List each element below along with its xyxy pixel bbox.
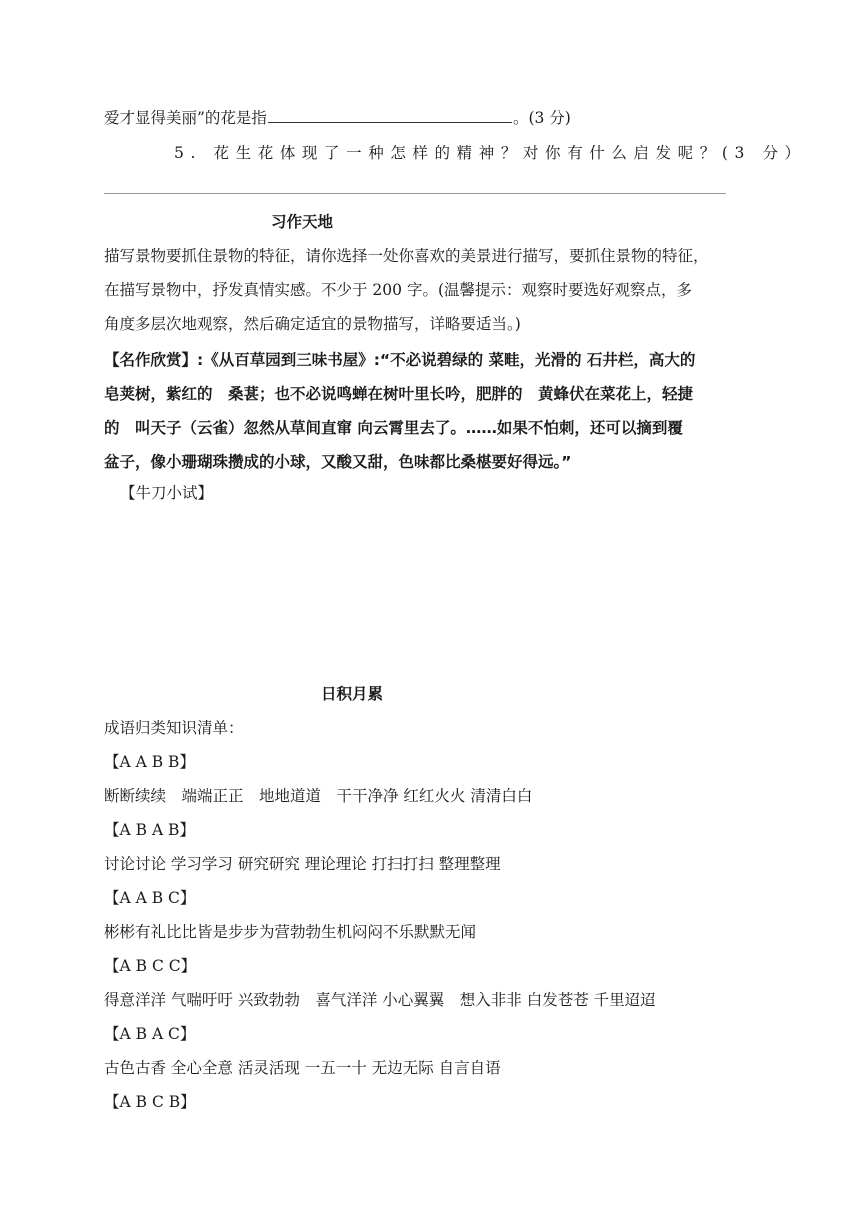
idiom-group-label-abac: 【A B A C】 xyxy=(104,1025,196,1043)
question-5: 5. 花生花体现了一种怎样的精神？对你有什么启发呢？(3 分） xyxy=(174,144,807,162)
idiom-group-items-abcc: 得意洋洋 气喘吁吁 兴致勃勃 喜气洋洋 小心翼翼 想入非非 白发苍苍 千里迢迢 xyxy=(104,991,656,1009)
idiom-group-label-abab: 【A B A B】 xyxy=(104,821,195,839)
trial-heading: 【牛刀小试】 xyxy=(120,484,214,502)
question-4-text: 爱才显得美丽”的花是指 xyxy=(104,109,267,127)
section-divider xyxy=(104,193,726,194)
appreciation-line-4: 盆子，像小珊瑚珠攒成的小球，又酸又甜，色味都比桑椹要好得远。” xyxy=(104,453,572,471)
section-title-writing: 习作天地 xyxy=(271,213,334,231)
writing-prompt-line-2: 在描写景物中，抒发真情实感。不少于 200 字。(温馨提示：观察时要选好观察点，多 xyxy=(104,281,692,299)
idiom-group-label-abcb: 【A B C B】 xyxy=(104,1093,196,1111)
idiom-group-label-aabb: 【A A B B】 xyxy=(104,753,195,771)
appreciation-line-3: 的 叫天子（云雀）忽然从草间直窜 向云霄里去了。……如果不怕刺，还可以摘到覆 xyxy=(104,419,683,437)
section-title-accumulate: 日积月累 xyxy=(321,685,384,703)
answer-blank[interactable] xyxy=(268,108,512,123)
idiom-group-items-abac: 古色古香 全心全意 活灵活现 一五一十 无边无际 自言自语 xyxy=(104,1059,501,1077)
appreciation-line-1: 【名作欣赏】:《从百草园到三味书屋》:“不必说碧绿的 菜畦，光滑的 石井栏，高大的 xyxy=(104,351,696,369)
appreciation-line-2: 皂荚树，紫红的 桑葚；也不必说鸣蝉在树叶里长吟，肥胖的 黄蜂伏在菜花上，轻捷 xyxy=(104,385,694,403)
idiom-group-items-abab: 讨论讨论 学习学习 研究研究 理论理论 打扫打扫 整理整理 xyxy=(104,855,501,873)
idiom-list-intro: 成语归类知识清单： xyxy=(104,719,244,737)
question-4-line xyxy=(104,108,571,128)
idiom-group-label-aabc: 【A A B C】 xyxy=(104,889,196,907)
writing-prompt-line-1: 描写景物要抓住景物的特征，请你选择一处你喜欢的美景进行描写，要抓住景物的特征， xyxy=(104,247,709,265)
idiom-group-items-aabb: 断断续续 端端正正 地地道道 干干净净 红红火火 清清白白 xyxy=(104,787,533,805)
idiom-group-label-abcc: 【A B C C】 xyxy=(104,957,197,975)
writing-prompt-line-3: 角度多层次地观察，然后确定适宜的景物描写，详略要适当。) xyxy=(104,315,521,333)
idiom-group-items-aabc: 彬彬有礼比比皆是步步为营勃勃生机闷闷不乐默默无闻 xyxy=(104,923,477,941)
question-4-score: 。(3 分) xyxy=(512,109,571,127)
